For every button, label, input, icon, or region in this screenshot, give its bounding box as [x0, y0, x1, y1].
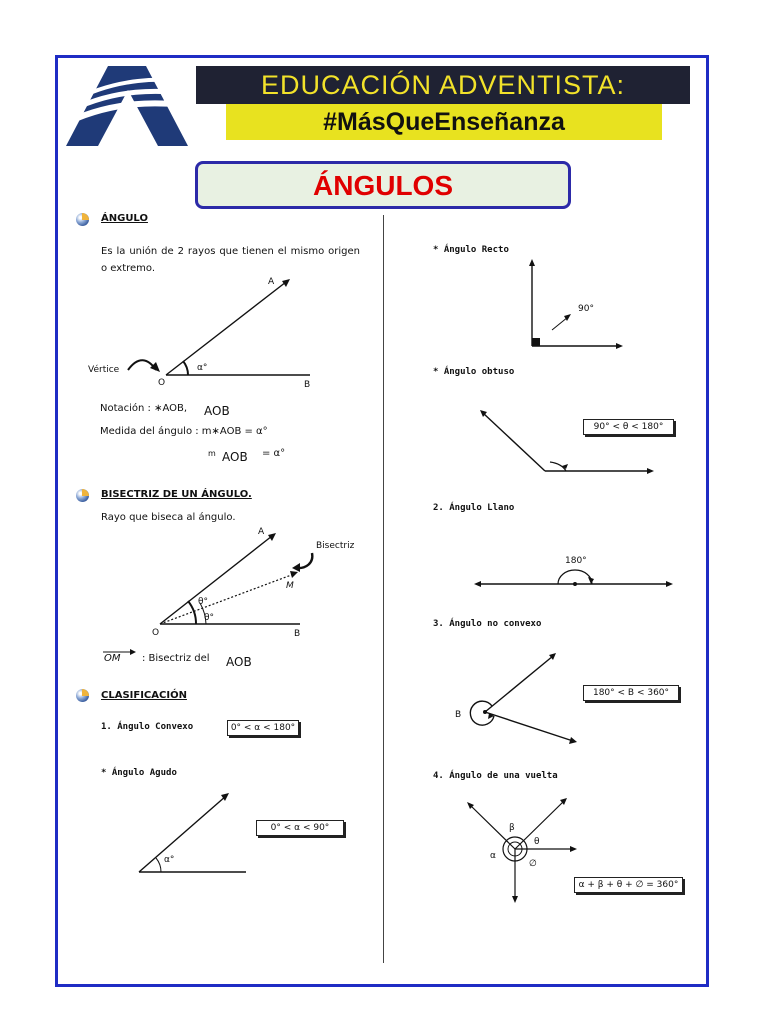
angle-alpha-label: α°: [197, 363, 208, 373]
om-symbol: AOB: [226, 655, 252, 669]
vuelta-theta: θ: [534, 837, 540, 847]
obtuso-range: 90° < θ < 180°: [583, 419, 674, 435]
notation-line: Notación : ∗AOB,: [100, 403, 188, 414]
hashtag: #MásQueEnseñanza: [323, 108, 565, 136]
convexo-label: 1. Ángulo Convexo: [101, 722, 194, 732]
noconvexo-point: B: [455, 710, 462, 720]
vertex-label: Vértice: [88, 365, 120, 375]
recto-value: 90°: [578, 304, 594, 314]
brand-line: EDUCACIÓN ADVENTISTA:: [260, 70, 626, 100]
vuelta-beta: β: [509, 823, 515, 833]
measure-symbol: AOB: [222, 450, 248, 464]
measure-prefix: m: [208, 449, 216, 458]
vuelta-phi: ∅: [529, 859, 537, 869]
page-title: ÁNGULOS: [313, 170, 453, 201]
bis-point-a: A: [258, 527, 265, 537]
agudo-range: 0° < α < 90°: [256, 820, 344, 836]
noconvexo-label: 3. Ángulo no convexo: [433, 619, 542, 629]
heading-clasificacion: CLASIFICACIÓN: [101, 690, 187, 701]
definition-angulo: Es la unión de 2 rayos que tienen el mismo origen o extremo.: [101, 246, 360, 274]
vuelta-label: 4. Ángulo de una vuelta: [433, 771, 558, 781]
noconvexo-range: 180° < B < 360°: [583, 685, 679, 701]
definition-bisectriz: Rayo que biseca al ángulo.: [101, 512, 236, 523]
measure-line: Medida del ángulo : m∗AOB = α°: [100, 426, 268, 437]
heading-bisectriz: BISECTRIZ DE UN ÁNGULO.: [101, 489, 252, 500]
agudo-label: * Ángulo Agudo: [101, 768, 177, 778]
point-a-label: A: [268, 277, 275, 287]
om-text: : Bisectriz del: [142, 653, 210, 664]
bis-point-o: O: [152, 628, 160, 638]
bisectriz-label: Bisectriz: [316, 541, 355, 551]
llano-value: 180°: [565, 556, 587, 566]
recto-label: * Ángulo Recto: [433, 245, 509, 255]
convexo-range: 0° < α < 180°: [227, 720, 299, 736]
theta-lower: θ°: [204, 613, 215, 623]
theta-upper: θ°: [198, 597, 209, 607]
vuelta-sum: α + β + θ + ∅ = 360°: [574, 877, 683, 893]
vuelta-alpha: α: [490, 851, 496, 861]
heading-angulo: ÁNGULO: [101, 213, 148, 224]
llano-label: 2. Ángulo Llano: [433, 503, 515, 513]
measure-value: = α°: [262, 448, 286, 459]
bis-point-m: M: [286, 581, 294, 591]
point-o-label: O: [158, 378, 166, 388]
bis-point-b: B: [294, 629, 301, 639]
point-b-label: B: [304, 380, 311, 390]
obtuso-label: * Ángulo obtuso: [433, 367, 515, 377]
om-label: OM: [104, 653, 121, 664]
agudo-alpha: α°: [164, 855, 175, 865]
notation-symbol: AOB: [204, 404, 230, 418]
